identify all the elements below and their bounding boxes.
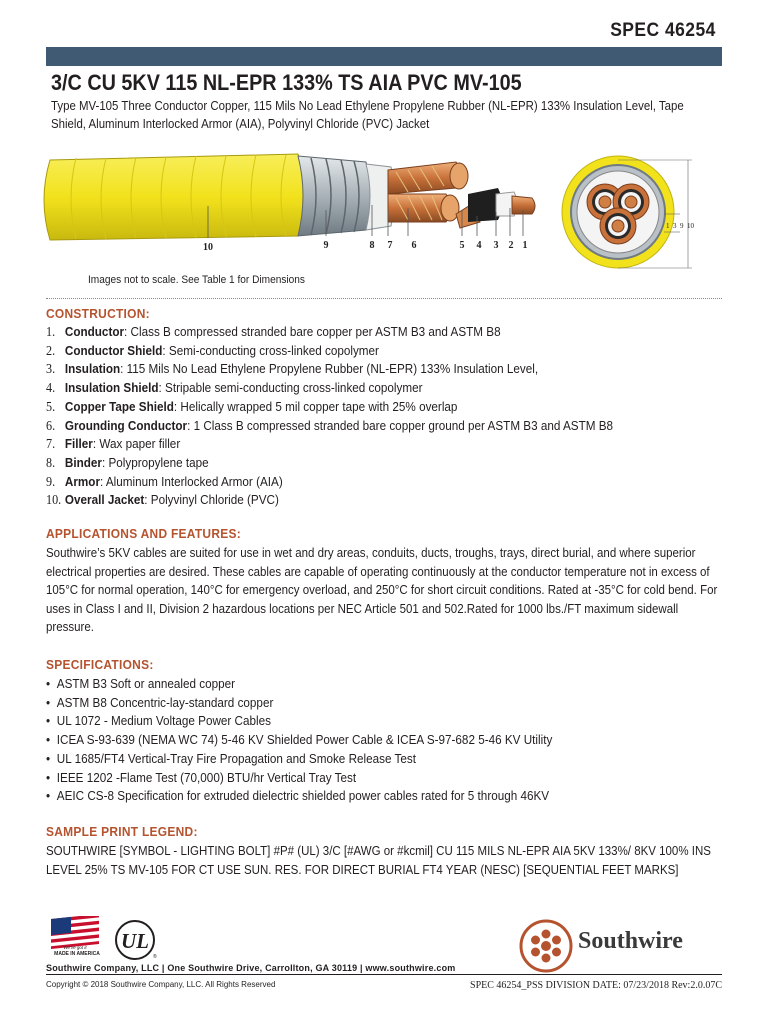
callout-7: 7 (387, 240, 393, 251)
specifications-list (46, 675, 609, 806)
ul-listed-logo (113, 918, 157, 962)
construction-item: 4. Insulation Shield: Stripable semi-conducting cross-linked copolymer (46, 380, 423, 396)
section-label-3: 3 (673, 222, 677, 230)
spec-item: • ASTM B8 Concentric-lay-standard copper (46, 694, 552, 713)
callout-4: 4 (476, 240, 482, 251)
spec-item: • ASTM B3 Soft or annealed copper (46, 675, 552, 694)
ul-mark: UL (121, 929, 149, 953)
callout-1: 1 (522, 240, 528, 251)
image-note: Images not to scale. See Table 1 for Dimensions (88, 274, 305, 286)
callout-6: 6 (411, 240, 417, 251)
company-address: Southwire Company, LLC | One Southwire Drive, Carrollton, GA 30119 | www.southwire.com (46, 963, 456, 973)
callout-2: 2 (508, 240, 514, 251)
print-legend-heading: SAMPLE PRINT LEGEND: (46, 824, 198, 839)
section-label-9: 9 (680, 222, 684, 230)
construction-heading: CONSTRUCTION: (46, 306, 150, 321)
callout-3: 3 (493, 240, 499, 251)
print-legend-text: SOUTHWIRE [SYMBOL - LIGHTING BOLT] #P# (UL) 3/C [#AWG or #kcmil] CU 115 MILS NL-EPR AIA 5KV 133%/ 8KV 100% INS LEVEL 25% TS MV-105 FOR CT USE SUN. RES. FOR DIRECT BURIAL FT4 YEAR (NESC) [SEQUENTIAL FEET MARKS] (46, 843, 711, 877)
revision-info: SPEC 46254_PSS DIVISION DATE: 07/23/2018 Rev:2.0.07C (470, 980, 722, 991)
construction-item: 5. Copper Tape Shield: Helically wrapped 5 mil copper tape with 25% overlap (46, 398, 458, 414)
section-label-1: 1 (666, 222, 670, 230)
construction-item: 9. Armor: Aluminum Interlocked Armor (AIA) (46, 473, 283, 489)
construction-item: 2. Conductor Shield: Semi-conducting cross-linked copolymer (46, 342, 379, 358)
page-title: 3/C CU 5KV 115 NL-EPR 133% TS AIA PVC MV-105 (51, 70, 522, 95)
spec-item: • IEEE 1202 -Flame Test (70,000) BTU/hr Vertical Tray Test (46, 769, 552, 788)
spec-item: • UL 1072 - Medium Voltage Power Cables (46, 712, 552, 731)
american-flag-icon (51, 916, 101, 950)
copyright: Copyright © 2018 Southwire Company, LLC. All Rights Reserved (46, 980, 276, 989)
brand-name: Southwire (578, 928, 683, 954)
applications-heading: APPLICATIONS AND FEATURES: (46, 526, 241, 541)
flag-tagline: We've got it (63, 945, 87, 950)
spec-item: • AEIC CS-8 Specification for extruded dielectric shielded power cables rated for 5 through 46KV (46, 787, 552, 806)
header-band (46, 47, 722, 66)
cable-cross-section (560, 154, 710, 274)
callout-10: 10 (203, 242, 213, 253)
divider (46, 298, 722, 299)
page-subtitle: Type MV-105 Three Conductor Copper, 115 Mils No Lead Ethylene Propylene Rubber (NL-EPR) 133% Insulation Level, Tape Shield, Aluminum Interlocked Armor (AIA), Polyvinyl Chloride (PVC) Jacket (51, 98, 684, 131)
section-label-10: 10 (687, 222, 694, 230)
specifications-heading: SPECIFICATIONS: (46, 657, 154, 672)
spec-code: SPEC 46254 (610, 20, 716, 41)
callout-8: 8 (369, 240, 375, 251)
construction-item: 1. Conductor: Class B compressed stranded bare copper per ASTM B3 and ASTM B8 (46, 324, 501, 339)
made-in-america-caption: MADE IN AMERICA (54, 951, 100, 957)
callout-5: 5 (459, 240, 465, 251)
spec-item: • UL 1685/FT4 Vertical-Tray Fire Propagation and Smoke Release Test (46, 750, 552, 769)
construction-list (46, 323, 676, 510)
construction-item: 7. Filler: Wax paper filler (46, 436, 181, 452)
construction-item: 10. Overall Jacket: Polyvinyl Chloride (PVC) (46, 492, 279, 508)
southwire-logo-icon (518, 918, 574, 974)
construction-item: 3. Insulation: 115 Mils No Lead Ethylene Propylene Rubber (NL-EPR) 133% Insulation Level, (46, 361, 539, 377)
construction-item: 8. Binder: Polypropylene tape (46, 454, 209, 470)
cable-cutaway-illustration (36, 150, 546, 260)
applications-text: Southwire’s 5KV cables are suited for use in wet and dry areas, conduits, ducts, troughs, trays, direct burial, and where superior electrical properties are desired. These cables are capable of operating continuously at the conductor temperature not in excess of 105°C for normal operation, 140°C for emergency overload, and 250°C for short circuit conditions. Rated at -35°C for cold bend. For uses in Class I and II, Division 2 hazardous locations per NEC Article 501 and 502.Rated for 1000 lbs./FT maximum sidewall pressure. (46, 545, 718, 635)
svg-text:®: ® (153, 954, 157, 960)
spec-item: • ICEA S-93-639 (NEMA WC 74) 5-46 KV Shielded Power Cable & ICEA S-97-682 5-46 KV Utility (46, 731, 552, 750)
construction-item: 6. Grounding Conductor: 1 Class B compressed stranded bare copper ground per ASTM B3 and ASTM B8 (46, 417, 614, 433)
callout-9: 9 (323, 240, 329, 251)
footer-divider (46, 974, 722, 975)
